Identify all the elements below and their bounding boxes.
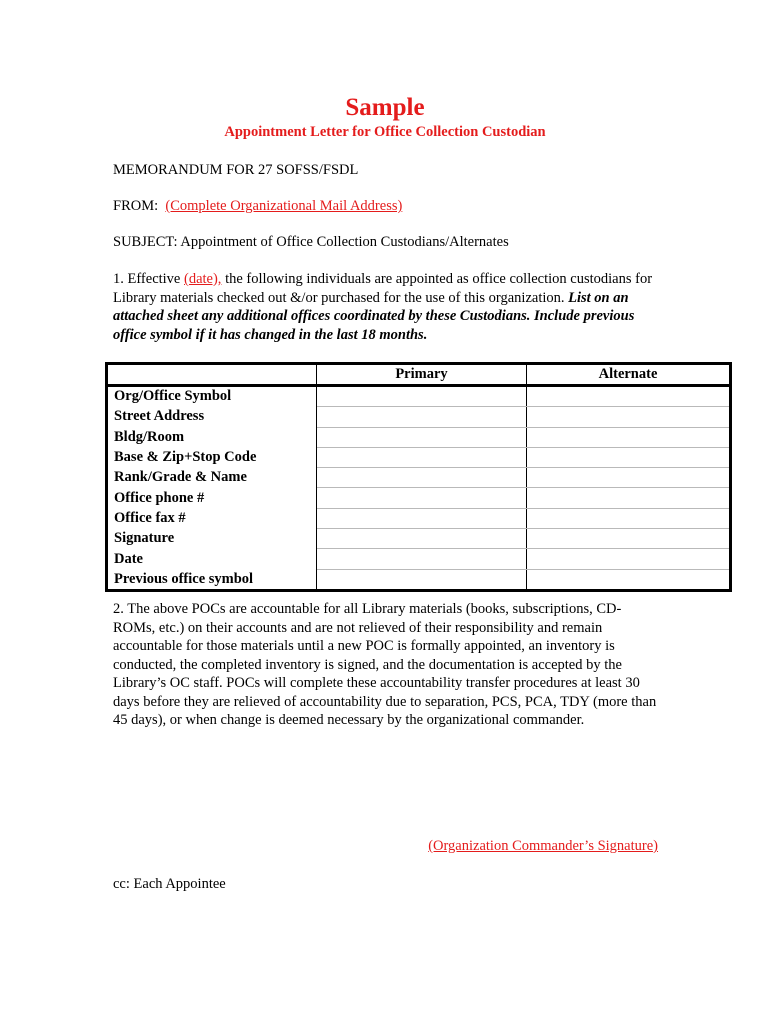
table-row <box>107 427 731 447</box>
alternate-cell[interactable] <box>527 447 731 467</box>
primary-cell[interactable] <box>317 569 527 590</box>
primary-cell[interactable] <box>317 549 527 569</box>
memo-for-line: MEMORANDUM FOR 27 SOFSS/FSDL <box>113 162 359 178</box>
table-row <box>107 549 731 569</box>
alternate-cell[interactable] <box>527 508 731 528</box>
alternate-cell[interactable] <box>527 488 731 508</box>
from-line <box>113 198 402 215</box>
row-label: Rank/Grade & Name <box>107 468 317 488</box>
table-header-primary: Primary <box>317 364 527 386</box>
table-row <box>107 407 731 427</box>
table-header-alternate: Alternate <box>527 364 731 386</box>
alternate-cell[interactable] <box>527 427 731 447</box>
alternate-cell[interactable] <box>527 569 731 590</box>
primary-cell[interactable] <box>317 468 527 488</box>
table-row <box>107 488 731 508</box>
table-row <box>107 569 731 590</box>
date-placeholder[interactable]: (date), <box>184 271 222 287</box>
table-row <box>107 386 731 407</box>
row-label: Date <box>107 549 317 569</box>
table-row <box>107 447 731 467</box>
row-label: Previous office symbol <box>107 569 317 590</box>
subject-line: SUBJECT: Appointment of Office Collection Custodians/Alternates <box>113 234 509 250</box>
primary-cell[interactable] <box>317 427 527 447</box>
document-title: Sample <box>345 94 425 121</box>
paragraph-1-text: the following individuals are appointed as office collection custodians for Library materials checked out &/or purchased for the use of this organization. <box>113 271 653 306</box>
from-value-placeholder[interactable]: (Complete Organizational Mail Address) <box>165 198 403 214</box>
row-label: Org/Office Symbol <box>107 386 317 407</box>
alternate-cell[interactable] <box>527 529 731 549</box>
from-label: FROM: <box>113 198 159 214</box>
alternate-cell[interactable] <box>527 407 731 427</box>
table-row <box>107 529 731 549</box>
row-label: Street Address <box>107 407 317 427</box>
paragraph-1-instruction: List on an attached sheet any additional offices coordinated by these Custodians. Include previous office symbol if it has changed in the last 18 months. <box>113 289 635 343</box>
table-row <box>107 508 731 528</box>
paragraph-1-prefix: 1. Effective <box>113 271 184 287</box>
document-subtitle: Appointment Letter for Office Collection Custodian <box>224 124 546 140</box>
alternate-cell[interactable] <box>527 549 731 569</box>
table-header-row <box>107 364 731 386</box>
paragraph-2: 2. The above POCs are accountable for all Library materials (books, subscriptions, CD-ROMs, etc.) on their accounts and are not relieved of their responsibility and remain accountable for those materials until a new POC is formally appointed, an inventory is conducted, the completed inventory is signed, and the documentation is accepted by the Library’s OC staff. POCs will complete these accountability transfer procedures at least 30 days before they are relieved of accountability due to separation, PCS, PCA, TDY (more than 45 days), or when change is deemed necessary by the organizational commander. <box>113 601 657 728</box>
primary-cell[interactable] <box>317 488 527 508</box>
primary-cell[interactable] <box>317 447 527 467</box>
primary-cell[interactable] <box>317 407 527 427</box>
row-label: Signature <box>107 529 317 549</box>
row-label: Base & Zip+Stop Code <box>107 447 317 467</box>
row-label: Office phone # <box>107 488 317 508</box>
primary-cell[interactable] <box>317 529 527 549</box>
paragraph-1 <box>113 270 658 344</box>
primary-cell[interactable] <box>317 386 527 407</box>
cc-line: cc: Each Appointee <box>113 876 226 892</box>
table-header-blank <box>107 364 317 386</box>
row-label: Office fax # <box>107 508 317 528</box>
row-label: Bldg/Room <box>107 427 317 447</box>
primary-cell[interactable] <box>317 508 527 528</box>
alternate-cell[interactable] <box>527 468 731 488</box>
commander-signature-placeholder[interactable]: (Organization Commander’s Signature) <box>428 838 658 854</box>
alternate-cell[interactable] <box>527 386 731 407</box>
custodian-table <box>105 362 732 592</box>
table-row <box>107 468 731 488</box>
